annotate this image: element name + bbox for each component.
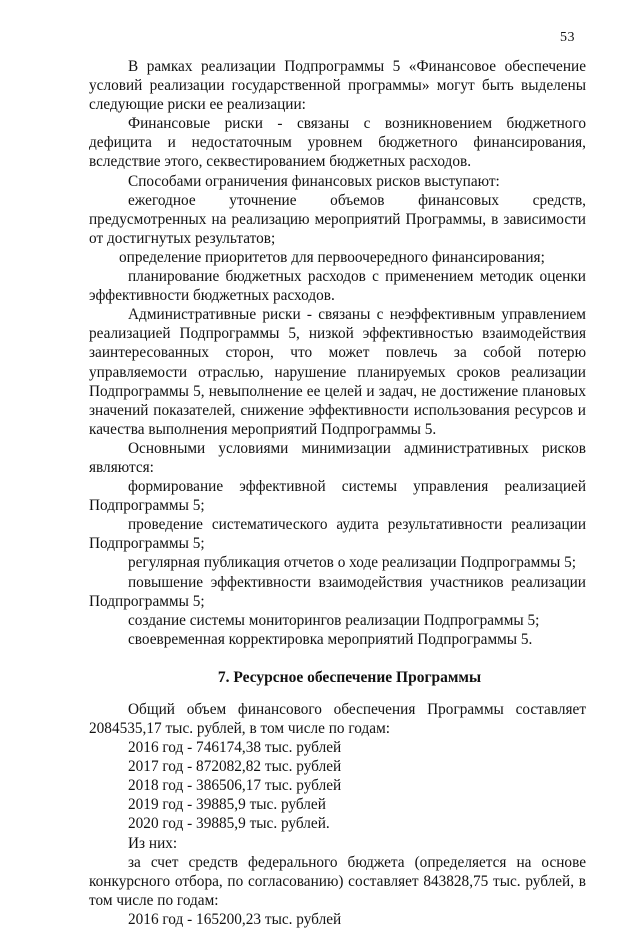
page-number: 53: [560, 30, 575, 45]
year-funding-line: 2018 год - 386506,17 тыс. рублей: [128, 777, 342, 795]
paragraph-federal-budget: за счет средств федерального бюджета (определяется на основе конкурсного отбора, по согласованию) составляет 843828,75 тыс. рублей, в том числе по годам:: [89, 853, 586, 909]
paragraph-intro: В рамках реализации Подпрограммы 5 «Финансовое обеспечение условий реализации государственной программы» могут быть выделены следующие риски ее реализации:: [89, 58, 586, 114]
list-item-administrative-condition: регулярная публикация отчетов о ходе реализации Подпрограммы 5;: [128, 554, 577, 572]
year-funding-line: 2016 год - 165200,23 тыс. рублей: [128, 910, 342, 928]
section-heading: 7. Ресурсное обеспечение Программы: [217, 668, 482, 686]
paragraph-administrative-conditions-title: Основными условиями минимизации административных рисков являются:: [89, 439, 586, 476]
document-body: [89, 57, 586, 929]
list-item-administrative-condition: своевременная корректировка мероприятий Подпрограммы 5.: [128, 630, 533, 648]
year-funding-line: 2020 год - 39885,9 тыс. рублей.: [128, 815, 330, 833]
paragraph-financial-methods-title: Способами ограничения финансовых рисков выступают:: [128, 172, 500, 190]
paragraph-financial-risks: Финансовые риски - связаны с возникновением бюджетного дефицита и недостаточным уровнем бюджетного финансирования, вследствие этого, секвестированием бюджетных расходов.: [89, 115, 586, 171]
paragraph-administrative-risks: Административные риски - связаны с неэффективным управлением реализацией Подпрограммы 5, низкой эффективностью взаимодействия заинтересованных сторон, что может повлечь за собой потерю управляемости отраслью, нарушение планируемых сроков реализации Подпрограммы 5, невыполнение ее целей и задач, не достижение плановых значений показателей, снижение эффективности использования ресурсов и качества выполнения мероприятий Подпрограммы 5.: [89, 306, 586, 438]
list-item-administrative-condition: формирование эффективной системы управления реализацией Подпрограммы 5;: [89, 478, 586, 515]
paragraph-total-funding: Общий объем финансового обеспечения Программы составляет 2084535,17 тыс. рублей, в том числе по годам:: [89, 700, 586, 737]
year-funding-line: 2016 год - 746174,38 тыс. рублей: [128, 739, 342, 757]
year-funding-line: 2019 год - 39885,9 тыс. рублей: [128, 796, 326, 814]
list-item-financial-method: ежегодное уточнение объемов финансовых средств, предусмотренных на реализацию мероприятий Программы, в зависимости от достигнутых результатов;: [89, 191, 586, 247]
list-item-financial-method: планирование бюджетных расходов с применением методик оценки эффективности бюджетных расходов.: [89, 268, 586, 305]
list-item-administrative-condition: создание системы мониторингов реализации Подпрограммы 5;: [128, 611, 540, 629]
list-item-administrative-condition: проведение систематического аудита результативности реализации Подпрограммы 5;: [89, 516, 586, 553]
of-them-label: Из них:: [128, 834, 178, 852]
list-item-administrative-condition: повышение эффективности взаимодействия участников реализации Подпрограммы 5;: [89, 573, 586, 610]
list-item-financial-method: определение приоритетов для первоочередного финансирования;: [119, 248, 545, 266]
year-funding-line: 2017 год - 872082,82 тыс. рублей: [128, 758, 342, 776]
